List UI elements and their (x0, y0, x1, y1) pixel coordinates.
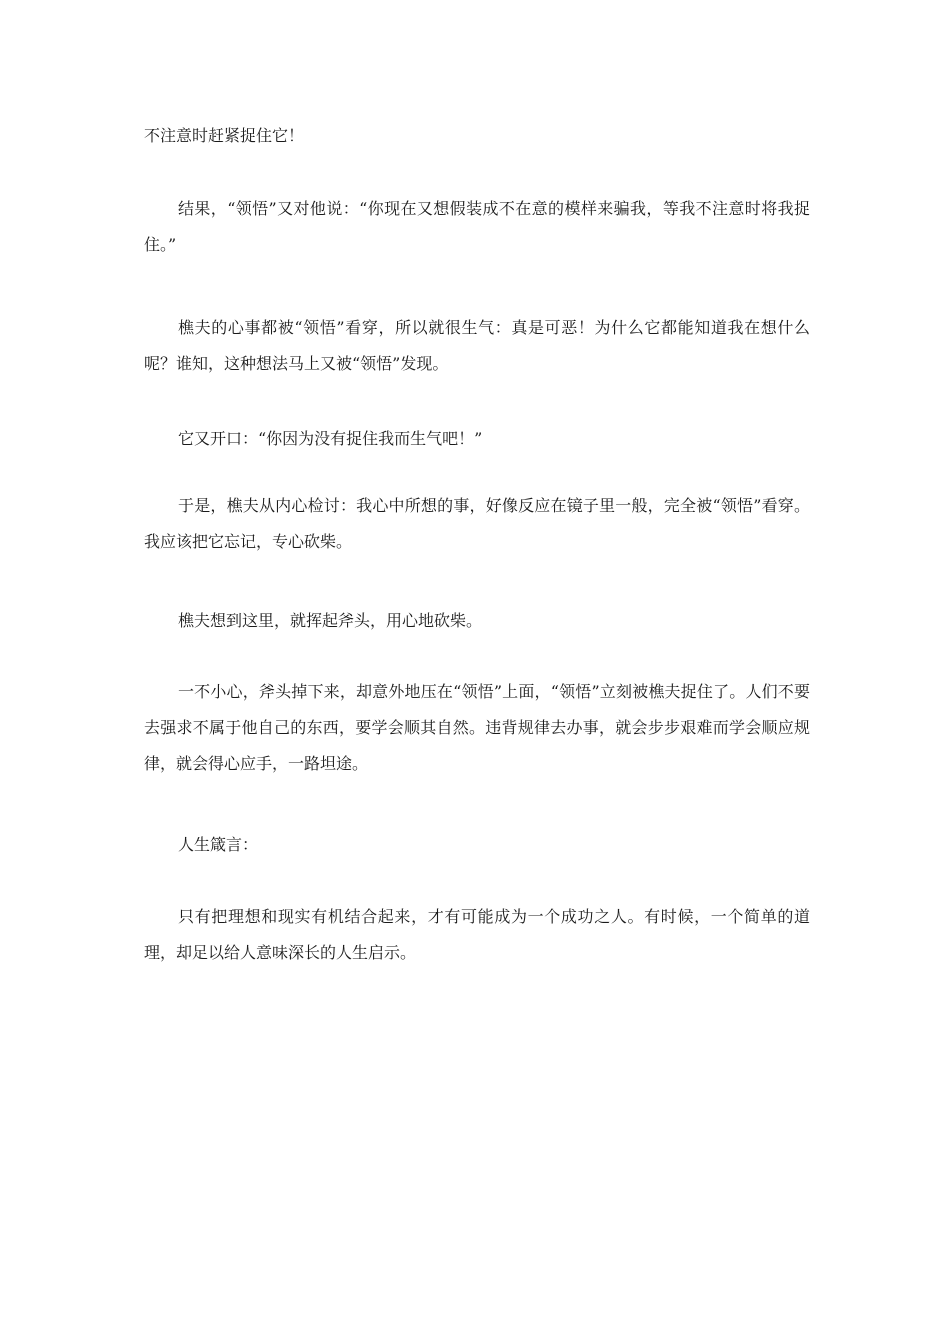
paragraph-life-motto: 只有把理想和现实有机结合起来，才有可能成为一个成功之人。有时候，一个简单的道理，却足以给人意味深长的人生启示。 (144, 907, 810, 962)
paragraph-self-reflection: 于是，樵夫从内心检讨：我心中所想的事，好像反应在镜子里一般，完全被“领悟”看穿。我应该把它忘记，专心砍柴。 (144, 496, 810, 551)
paragraph-woodcutter-angry: 樵夫的心事都被“领悟”看穿，所以就很生气：真是可恶！为什么它都能知道我在想什么呢？谁知，这种想法马上又被“领悟”发现。 (144, 318, 810, 373)
paragraph-life-motto-heading: 人生箴言： (178, 835, 259, 854)
paragraph-continuation: 不注意时赶紧捉住它！ (144, 126, 305, 145)
paragraph-lingwu-speaks: 结果，“领悟”又对他说：“你现在又想假装成不在意的模样来骗我，等我不注意时将我捉住。” (144, 199, 810, 254)
paragraph-chopping: 樵夫想到这里，就挥起斧头，用心地砍柴。 (178, 611, 483, 630)
paragraph-lingwu-again: 它又开口：“你因为没有捉住我而生气吧！” (178, 429, 483, 448)
paragraph-caught: 一不小心，斧头掉下来，却意外地压在“领悟”上面，“领悟”立刻被樵夫捉住了。人们不要去强求不属于他自己的东西，要学会顺其自然。违背规律去办事，就会步步艰难而学会顺应规律，就会得心应手，一路坦途。 (144, 682, 810, 773)
